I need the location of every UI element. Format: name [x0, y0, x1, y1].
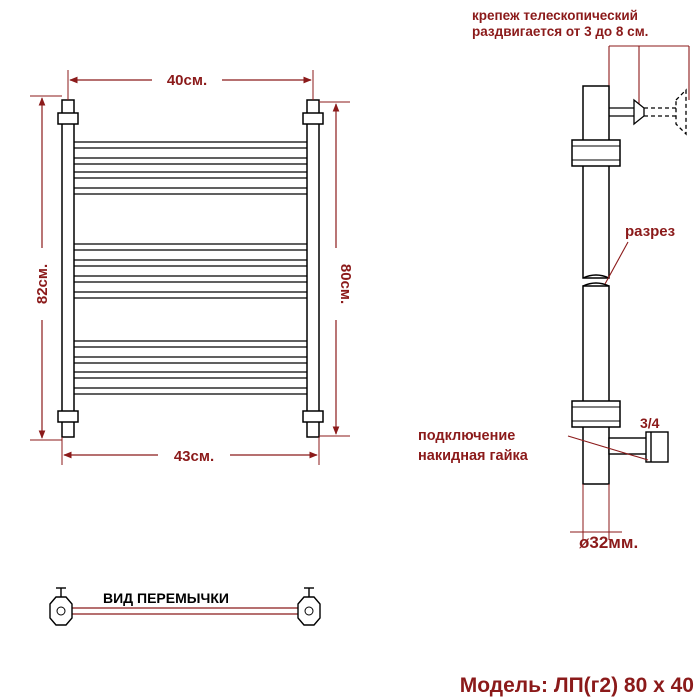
side-view	[418, 8, 689, 552]
top-width-label: 40см.	[166, 72, 208, 89]
crossbars-bottom-group	[74, 341, 307, 394]
side-pipe-upper	[583, 86, 609, 278]
model-label: Модель: ЛП(г2) 80 х 40	[459, 674, 694, 697]
telescopic-mount	[609, 90, 686, 134]
right-height-label: 80см.	[337, 263, 354, 305]
left-height-label: 82см.	[34, 263, 51, 305]
front-view	[30, 68, 354, 466]
mount-clamp-top-right	[303, 113, 323, 124]
side-clamp-upper	[572, 140, 620, 166]
crossbars-top-group	[74, 142, 307, 194]
right-post	[307, 100, 319, 437]
side-clamp-lower	[572, 401, 620, 427]
connection-label-line1: подключение	[418, 428, 516, 444]
side-pipe-lower	[583, 286, 609, 484]
jumper-view	[50, 588, 320, 625]
thread-size-label: 3/4	[640, 415, 660, 431]
mount-note-line1: крепеж телескопический	[472, 8, 638, 23]
diameter-label: ø32мм.	[579, 533, 639, 552]
cut-label: разрез	[625, 223, 676, 240]
left-post	[62, 100, 74, 437]
mount-note-line2: раздвигается от 3 до 8 см.	[472, 24, 649, 39]
jumper-label: ВИД ПЕРЕМЫЧКИ	[103, 590, 229, 606]
bottom-width-label: 43см.	[173, 448, 215, 465]
mount-clamp-bottom-left	[58, 411, 78, 422]
mount-clamp-bottom-right	[303, 411, 323, 422]
crossbars-middle-group	[74, 244, 307, 298]
mount-clamp-top-left	[58, 113, 78, 124]
connection-label-line2: накидная гайка	[418, 448, 528, 464]
